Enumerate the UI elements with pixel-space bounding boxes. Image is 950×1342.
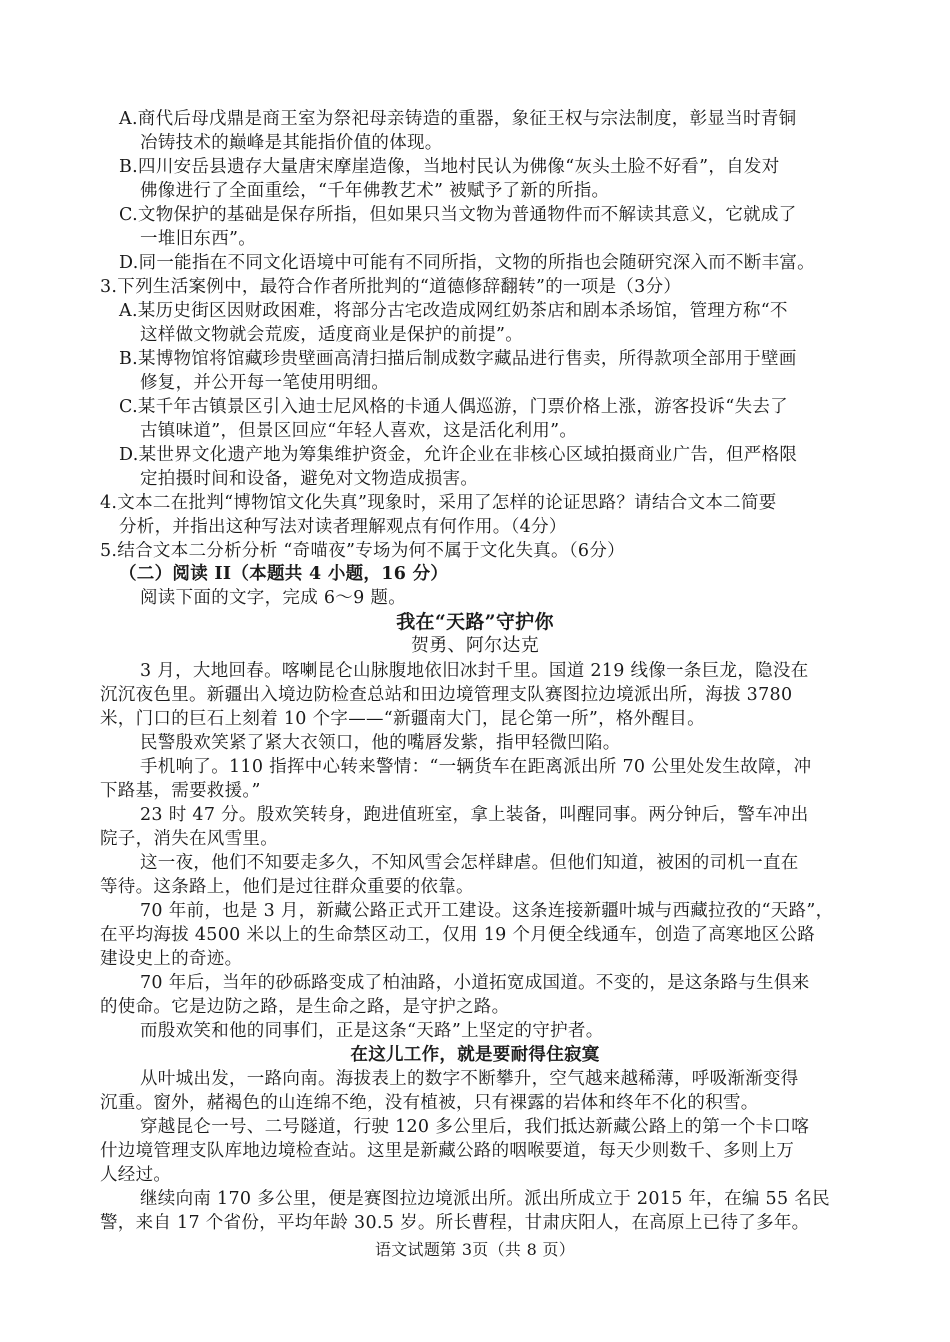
article-p10-line1: 穿越昆仑一号、二号隧道，行驶 120 多公里后，我们抵达新藏公路上的第一个卡口喀	[140, 1117, 810, 1137]
section-2-heading: （二）阅读 II（本题共 4 小题，16 分）	[119, 564, 449, 584]
q3-option-b-line2: 修复，并公开每一笔使用明细。	[140, 373, 390, 393]
article-p10-line2: 什边境管理支队库地边境检查站。这里是新藏公路的咽喉要道，每天少则数千、多则上万	[100, 1141, 795, 1161]
article-p7-line1: 70 年后，当年的砂砾路变成了柏油路，小道拓宽成国道。不变的，是这条路与生俱来	[140, 973, 810, 993]
q3-option-b-line1: B.某博物馆将馆藏珍贵壁画高清扫描后制成数字藏品进行售卖，所得款项全部用于壁画	[119, 349, 797, 369]
section-2-instruction: 阅读下面的文字，完成 6～9 题。	[140, 588, 406, 608]
article-p5-line2: 等待。这条路上，他们是过往群众重要的依靠。	[100, 877, 474, 897]
q2-option-a-line1: A.商代后母戊鼎是商王室为祭祀母亲铸造的重器，象征王权与宗法制度，彰显当时青铜	[119, 109, 797, 129]
article-title: 我在“天路”守护你	[396, 611, 554, 633]
article-authors: 贺勇、阿尔达克	[410, 635, 540, 656]
q3-option-d-line1: D.某世界文化遗产地为筹集维护资金，允许企业在非核心区域拍摄商业广告，但严格限	[119, 445, 798, 465]
q3-stem: 3.下列生活案例中，最符合作者所批判的“道德修辞翻转”的一项是（3分）	[100, 277, 682, 297]
article-p4-line1: 23 时 47 分。殷欢笑转身，跑进值班室，拿上装备，叫醒同事。两分钟后，警车冲出	[140, 805, 809, 825]
q2-option-b-line2: 佛像进行了全面重绘，“千年佛教艺术” 被赋予了新的所指。	[140, 181, 610, 201]
article-p6-line2: 在平均海拔 4500 米以上的生命禁区动工，仅用 19 个月便全线通车，创造了高寒地区公路	[100, 925, 816, 945]
article-p1-line1: 3 月，大地回春。喀喇昆仑山脉腹地依旧冰封千里。国道 219 线像一条巨龙，隐没在	[140, 661, 809, 681]
article-p6-line3: 建设史上的奇迹。	[100, 949, 243, 969]
q2-option-a-line2: 冶铸技术的巅峰是其能指价值的体现。	[140, 133, 443, 153]
q5: 5.结合文本二分析分析 “奇喵夜”专场为何不属于文化失真。（6分）	[100, 541, 625, 561]
q3-option-a-line1: A.某历史街区因财政困难，将部分古宅改造成网红奶茶店和剧本杀场馆，管理方称“不	[119, 301, 788, 321]
q3-option-c-line1: C.某千年古镇景区引入迪士尼风格的卡通人偶巡游，门票价格上涨，游客投诉“失去了	[119, 397, 788, 417]
q3-option-d-line2: 定拍摄时间和设备，避免对文物造成损害。	[140, 469, 479, 489]
article-subheading: 在这儿工作，就是要耐得住寂寞	[350, 1045, 600, 1065]
article-p9-line1: 从叶城出发，一路向南。海拔表上的数字不断攀升，空气越来越稀薄，呼吸渐渐变得	[140, 1069, 799, 1089]
article-p1-line2: 沉沉夜色里。新疆出入境边防检查总站和田边境管理支队赛图拉边境派出所，海拔 3780	[100, 685, 793, 705]
q4-line2: 分析，并指出这种写法对读者理解观点有何作用。（4分）	[119, 517, 567, 537]
q2-option-c-line1: C.文物保护的基础是保存所指，但如果只当文物为普通物件而不解读其意义，它就成了	[119, 205, 797, 225]
article-p6-line1: 70 年前，也是 3 月，新藏公路正式开工建设。这条连接新疆叶城与西藏拉孜的“天路”，	[140, 901, 834, 921]
article-p5-line1: 这一夜，他们不知要走多久，不知风雪会怎样肆虐。但他们知道，被困的司机一直在	[140, 853, 799, 873]
page-footer: 语文试题第 3页（共 8 页）	[374, 1240, 576, 1259]
article-p11-line2: 警，来自 17 个省份，平均年龄 30.5 岁。所长曹程，甘肃庆阳人，在高原上已待了多年。	[100, 1213, 810, 1233]
article-p3-line2: 下路基，需要救援。”	[100, 781, 261, 801]
article-p9-line2: 沉重。窗外，赭褐色的山连绵不绝，没有植被，只有裸露的岩体和终年不化的积雪。	[100, 1093, 759, 1113]
q3-option-c-line2: 古镇味道”，但景区回应“年轻人喜欢，这是活化利用”。	[140, 421, 578, 441]
article-p11-line1: 继续向南 170 多公里，便是赛图拉边境派出所。派出所成立于 2015 年，在编 55 名民	[140, 1189, 830, 1209]
article-p10-line3: 人经过。	[100, 1165, 172, 1185]
article-p2: 民警殷欢笑紧了紧大衣领口，他的嘴唇发紫，指甲轻微凹陷。	[140, 733, 621, 753]
q3-option-a-line2: 这样做文物就会荒废，适度商业是保护的前提”。	[140, 325, 524, 345]
article-p8: 而殷欢笑和他的同事们，正是这条“天路”上坚定的守护者。	[140, 1021, 604, 1041]
q2-option-d: D.同一能指在不同文化语境中可能有不同所指，文物的所指也会随研究深入而不断丰富。	[119, 253, 815, 273]
q4-line1: 4.文本二在批判“博物馆文化失真”现象时，采用了怎样的论证思路？请结合文本二简要	[100, 493, 777, 513]
q2-option-c-line2: 一堆旧东西”。	[140, 229, 257, 249]
article-p4-line2: 院子，消失在风雪里。	[100, 829, 278, 849]
article-p1-line3: 米，门口的巨石上刻着 10 个字——“新疆南大门，昆仑第一所”，格外醒目。	[100, 709, 705, 729]
q2-option-b-line1: B.四川安岳县遗存大量唐宋摩崖造像，当地村民认为佛像“灰头土脸不好看”，自发对	[119, 157, 780, 177]
article-p3-line1: 手机响了。110 指挥中心转来警情：“一辆货车在距离派出所 70 公里处发生故障，冲	[140, 757, 812, 777]
article-p7-line2: 的使命。它是边防之路，是生命之路，是守护之路。	[100, 997, 510, 1017]
